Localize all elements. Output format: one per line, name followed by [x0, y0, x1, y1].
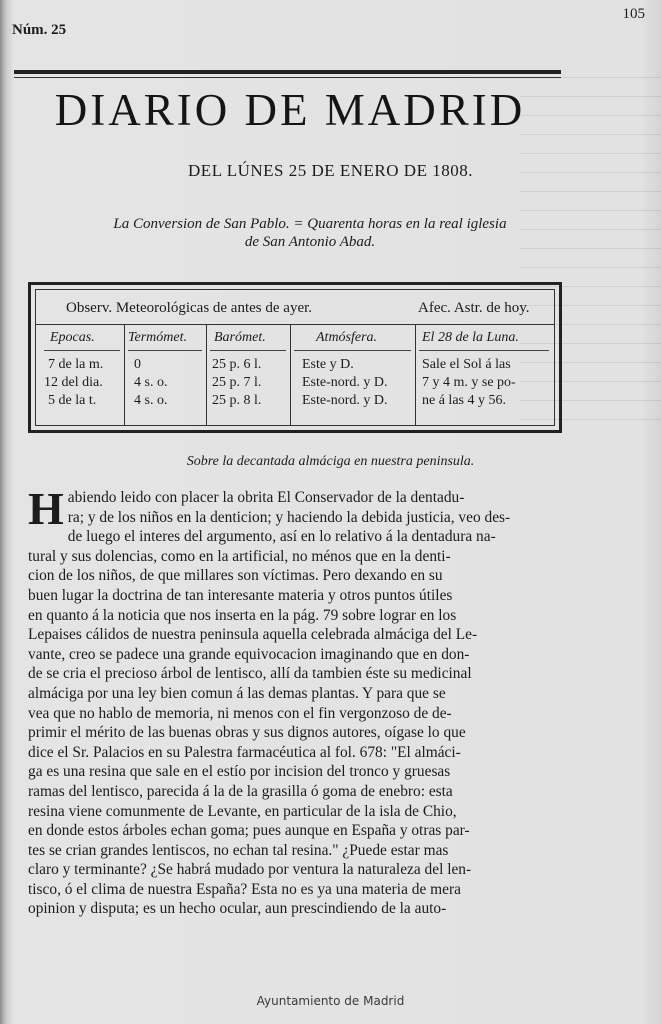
meteo-column-divider [415, 324, 416, 425]
column-header-atmosfera: Atmósfera. [316, 330, 378, 345]
archive-credit: Ayuntamiento de Madrid [256, 994, 405, 1008]
barometro-cell: 25 p. 6 l. [212, 357, 262, 372]
article-line: de se cria el precioso árbol de lentisco, allí da tambien éste su medicinal [28, 665, 472, 683]
article-line: vante, creo se padece una grande equivocacion imaginando que en don- [28, 645, 470, 663]
article-line: de luego el interes del argumento, así en lo relativo á la dentadura na- [67, 528, 496, 546]
atmosfera-cell: Este-nord. y D. [302, 393, 388, 408]
atmosfera-cell: Este y D. [302, 357, 354, 372]
dateline: DEL LÚNES 25 DE ENERO DE 1808. [188, 161, 473, 180]
article-line: buen lugar la doctrina de tan interesante materia y otros puntos útiles [28, 586, 453, 604]
luna-cell: Sale el Sol á las [422, 357, 511, 372]
article-line: resina viene comunmente de Levante, en particular de la isla de Chio, [28, 802, 457, 820]
meteo-heading-right: Afec. Astr. de hoy. [418, 300, 530, 316]
column-header-epocas: Epocas. [50, 330, 95, 345]
article-line: tural y sus dolencias, como en la artificial, no ménos que en la denti- [28, 547, 451, 565]
meteorological-table [28, 282, 562, 433]
epoca-cell: 12 del dia. [44, 375, 103, 390]
termometro-cell: 4 s. o. [134, 393, 168, 408]
article-line: tisco, ó el clima de nuestra España? Esta no es ya una materia de mera [28, 880, 461, 898]
saint-line-2: de San Antonio Abad. [244, 234, 376, 250]
article-line: opinion y disputa; es un hecho ocular, aun prescindiendo de la auto- [28, 900, 447, 918]
issue-number: Núm. 25 [12, 22, 67, 38]
luna-cell: 7 y 4 m. y se po- [422, 375, 516, 390]
epoca-cell: 5 de la t. [48, 393, 97, 408]
termometro-cell: 4 s. o. [134, 375, 168, 390]
saint-of-the-day [40, 215, 580, 251]
meteo-column-divider [290, 324, 291, 425]
article-line: en donde estos árboles echan goma; pues aunque en España y otras par- [28, 822, 470, 840]
article-line: claro y terminante? ¿Se habrá mudado por ventura la naturaleza del len- [28, 861, 472, 879]
meteo-header-rule [36, 324, 554, 325]
article-line: cion de los niños, de que millares son víctimas. Pero dexando en su [28, 567, 443, 585]
column-header-luna: El 28 de la Luna. [422, 330, 519, 345]
barometro-cell: 25 p. 8 l. [212, 393, 262, 408]
article-line: ramas del lentisco, parecida á la de la grasilla ó goma de enebro: esta [28, 782, 453, 800]
column-underline [128, 350, 202, 351]
column-header-barometro: Barómet. [214, 330, 266, 345]
article-line: Lepaises cálidos de nuestra peninsula aquella celebrada almáciga del Le- [28, 626, 478, 644]
meteo-column-divider [124, 324, 125, 425]
article-line: abiendo leido con placer la obrita El Conservador de la dentadu- [67, 489, 465, 506]
article-line: almáciga por una ley bien comun á las demas plantas. Y para que se [28, 684, 446, 702]
drop-cap: H [28, 483, 64, 534]
page-number: 105 [622, 6, 645, 22]
luna-cell: ne á las 4 y 56. [422, 393, 506, 408]
termometro-cell: 0 [134, 357, 141, 372]
header-rule-thick [14, 70, 561, 74]
column-underline [44, 350, 120, 351]
meteo-heading-left: Observ. Meteorológicas de antes de ayer. [66, 300, 313, 316]
atmosfera-cell: Este-nord. y D. [302, 375, 388, 390]
article-line: ga es una resina que sale en el estío por incision del tronco y gruesas [28, 763, 451, 781]
column-underline [210, 350, 286, 351]
newspaper-title: DIARIO DE MADRID [54, 85, 526, 135]
saint-line-1: La Conversion de San Pablo. = Quarenta horas en la real iglesia [113, 216, 507, 232]
article-line: tes se crian grandes lentiscos, no echan tal resina." ¿Puede estar mas [28, 841, 449, 859]
meteo-table-frame [35, 289, 555, 426]
barometro-cell: 25 p. 7 l. [212, 375, 262, 390]
column-header-termometro: Termómet. [128, 330, 187, 345]
header-rule-thin [14, 77, 561, 78]
article-line: vea que no hablo de memoria, ni menos con el fin vergonzoso de de- [28, 704, 452, 722]
meteo-column-divider [206, 324, 207, 425]
column-underline [419, 350, 549, 351]
article-line: ra; y de los niños en la denticion; y haciendo la debida justicia, veo des- [67, 508, 511, 526]
column-underline [294, 350, 411, 351]
article-line: en quanto á la noticia que nos inserta en la pág. 79 sobre lograr en los [28, 606, 457, 624]
epoca-cell: 7 de la m. [48, 357, 104, 372]
article-line: dice el Sr. Palacios en su Palestra farmacéutica al fol. 678: "El almáci- [28, 743, 461, 761]
article-body [28, 483, 576, 919]
article-title: Sobre la decantada almáciga en nuestra peninsula. [186, 454, 475, 469]
article-line: primir el mérito de las buenas obras y sus dignos autores, oígase lo que [28, 724, 466, 742]
